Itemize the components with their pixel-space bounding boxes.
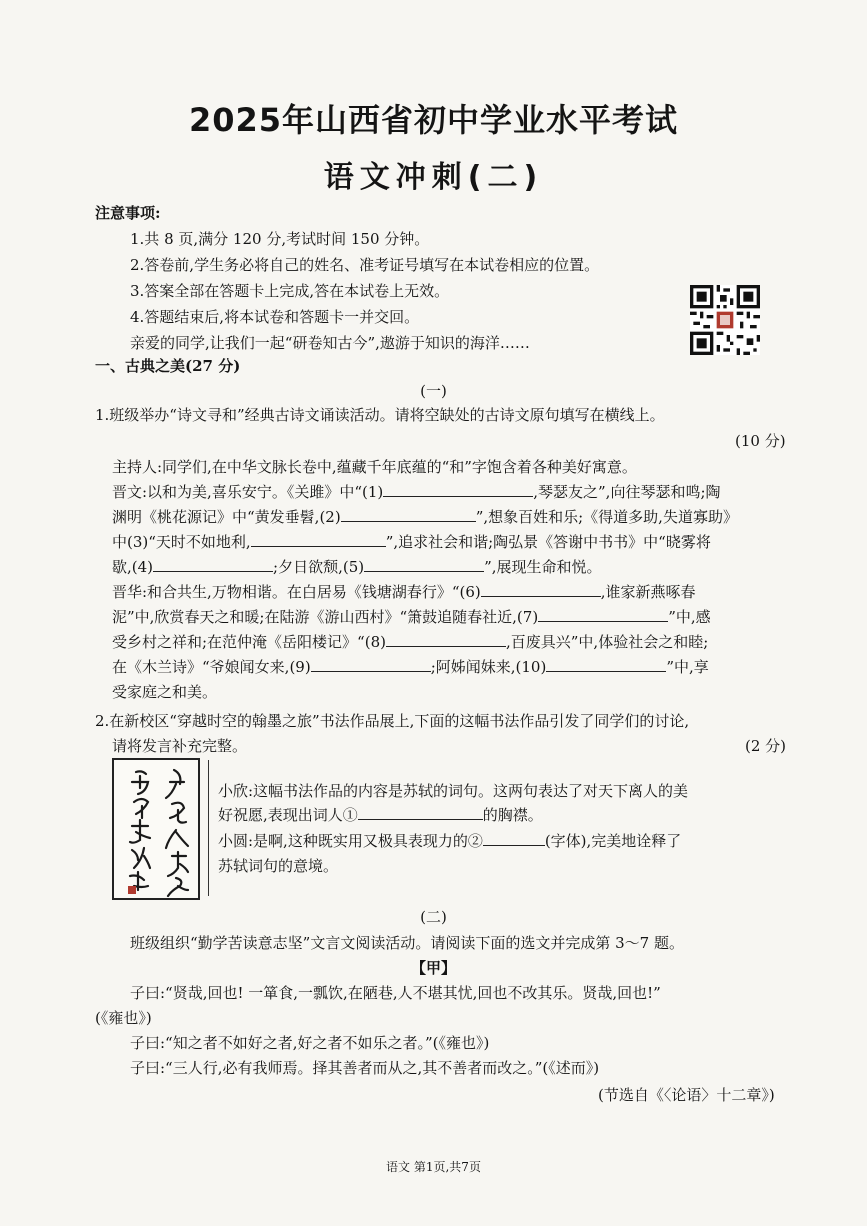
notice-item: 2.答卷前,学生务必将自己的姓名、准考证号填写在本试卷相应的位置。: [130, 256, 600, 274]
page-footer: 语文 第1页,共7页: [386, 1160, 481, 1174]
answer-blank[interactable]: [153, 556, 273, 572]
question-1-line: [112, 481, 721, 503]
question-1-line: [112, 656, 709, 678]
question-1-line: [112, 531, 711, 553]
exam-title: 2025年山西省初中学业水平考试: [188, 101, 679, 139]
question-1-text: ”,想象百姓和乐;《得道多助,失道寡助》: [475, 508, 738, 526]
question-1-line: [112, 606, 711, 628]
question-1-text: ,谁家新燕啄春: [600, 583, 696, 601]
question-1-line: [112, 556, 602, 578]
answer-blank[interactable]: [481, 581, 601, 597]
greeting: 亲爱的同学,让我们一起“研卷知古今”,遨游于知识的海洋……: [130, 334, 530, 352]
reading-intro: 班级组织“勤学苦读意志坚”文言文阅读活动。请阅读下面的选文并完成第 3～7 题。: [130, 934, 684, 952]
dialogue-xiaoyuan-cont: 苏轼词句的意境。: [218, 857, 339, 875]
question-1-text: ”中,享: [666, 658, 709, 676]
dialogue-xiaoxin-cont: [218, 804, 543, 826]
passage-line: 子曰:“贤哉,回也! 一箪食,一瓢饮,在陋巷,人不堪其忧,回也不改其乐。贤哉,回也!”: [130, 984, 661, 1002]
dialogue-text: (字体),完美地诠释了: [544, 832, 682, 850]
answer-blank[interactable]: [483, 830, 545, 846]
passage-source: (节选自《〈论语〉十二章》): [598, 1086, 775, 1104]
answer-blank[interactable]: [251, 531, 386, 547]
calligraphy-artwork: [112, 758, 200, 900]
question-1-text: ;阿姊闻妹来,(10): [430, 658, 547, 676]
answer-blank[interactable]: [341, 506, 476, 522]
question-1-stem: 1.班级举办“诗文寻和”经典古诗文诵读活动。请将空缺处的古诗文原句填写在横线上。: [95, 406, 665, 424]
question-2-stem-cont: 请将发言补充完整。: [112, 737, 248, 755]
dialogue-text: 的胸襟。: [482, 806, 543, 824]
dialogue-text: 好祝愿,表现出词人①: [218, 806, 358, 824]
notice-item: 4.答题结束后,将本试卷和答题卡一并交回。: [130, 308, 420, 326]
answer-blank[interactable]: [546, 656, 666, 672]
notice-item: 1.共 8 页,满分 120 分,考试时间 150 分钟。: [130, 230, 430, 248]
passage-line: (《雍也》): [95, 1009, 152, 1027]
question-1-text: 泥”中,欣赏春天之和暖;在陆游《游山西村》“箫鼓追随春社近,(7): [112, 608, 539, 626]
question-1-text: ”,追求社会和谐;陶弘景《答谢中书书》中“晓雾将: [385, 533, 711, 551]
divider-line: [208, 760, 209, 896]
passage-line: 子曰:“知之者不如好之者,好之者不如乐之者。”(《雍也》): [130, 1034, 490, 1052]
passage-label-jia: 【甲】: [410, 959, 456, 977]
question-1-text: 歇,(4): [112, 558, 154, 576]
question-1-line: [112, 456, 637, 478]
dialogue-text: 小圆:是啊,这种既实用又极具表现力的②: [218, 832, 483, 850]
question-1-line: [112, 681, 217, 703]
question-1-text: ,百废具兴”中,体验社会之和睦;: [505, 633, 709, 651]
dialogue-xiaoyuan: [218, 830, 681, 852]
question-1-text: 中(3)“天时不如地利,: [112, 533, 251, 551]
calligraphy-strokes: [114, 760, 198, 898]
part-heading-2: (二): [420, 908, 447, 926]
question-1-text: 受乡村之祥和;在范仲淹《岳阳楼记》“(8): [112, 633, 386, 651]
question-1-text: 受家庭之和美。: [112, 683, 218, 701]
notice-heading: 注意事项:: [95, 204, 161, 222]
question-1-text: ,琴瑟友之”,向往琴瑟和鸣;陶: [533, 483, 721, 501]
dialogue-xiaoxin: 小欣:这幅书法作品的内容是苏轼的词句。这两句表达了对天下离人的美: [218, 782, 689, 800]
answer-blank[interactable]: [311, 656, 431, 672]
passage-line: 子曰:“三人行,必有我师焉。择其善者而从之,其不善者而改之。”(《述而》): [130, 1059, 600, 1077]
question-1-text: ;夕日欲颓,(5): [273, 558, 365, 576]
answer-blank[interactable]: [383, 481, 533, 497]
answer-blank[interactable]: [358, 804, 483, 820]
question-1-text: 在《木兰诗》“爷娘闻女来,(9): [112, 658, 311, 676]
answer-blank[interactable]: [364, 556, 484, 572]
answer-blank[interactable]: [386, 631, 506, 647]
question-1-line: [112, 631, 708, 653]
question-1-line: [112, 581, 696, 603]
question-2-score: (2 分): [745, 737, 787, 755]
question-1-text: 晋文:以和为美,喜乐安宁。《关雎》中“(1): [112, 483, 384, 501]
question-1-line: [112, 506, 738, 528]
question-2-stem: 2.在新校区“穿越时空的翰墨之旅”书法作品展上,下面的这幅书法作品引发了同学们的讨论,: [95, 712, 690, 730]
question-1-text: 渊明《桃花源记》中“黄发垂髫,(2): [112, 508, 341, 526]
question-1-text: ”中,感: [668, 608, 711, 626]
question-1-text: ”,展现生命和悦。: [484, 558, 602, 576]
qr-code-icon: [690, 285, 760, 355]
question-1-text: 晋华:和合共生,万物相谐。在白居易《钱塘湖春行》“(6): [112, 583, 481, 601]
answer-blank[interactable]: [538, 606, 668, 622]
question-1-text: 主持人:同学们,在中华文脉长卷中,蕴藏千年底蕴的“和”字饱含着各种美好寓意。: [112, 458, 637, 476]
question-1-score: (10 分): [735, 432, 786, 450]
section-heading: 一、古典之美(27 分): [95, 357, 241, 375]
notice-item: 3.答案全部在答题卡上完成,答在本试卷上无效。: [130, 282, 450, 300]
part-heading-1: (一): [420, 382, 447, 400]
exam-subtitle: 语文冲刺(二): [323, 160, 544, 195]
